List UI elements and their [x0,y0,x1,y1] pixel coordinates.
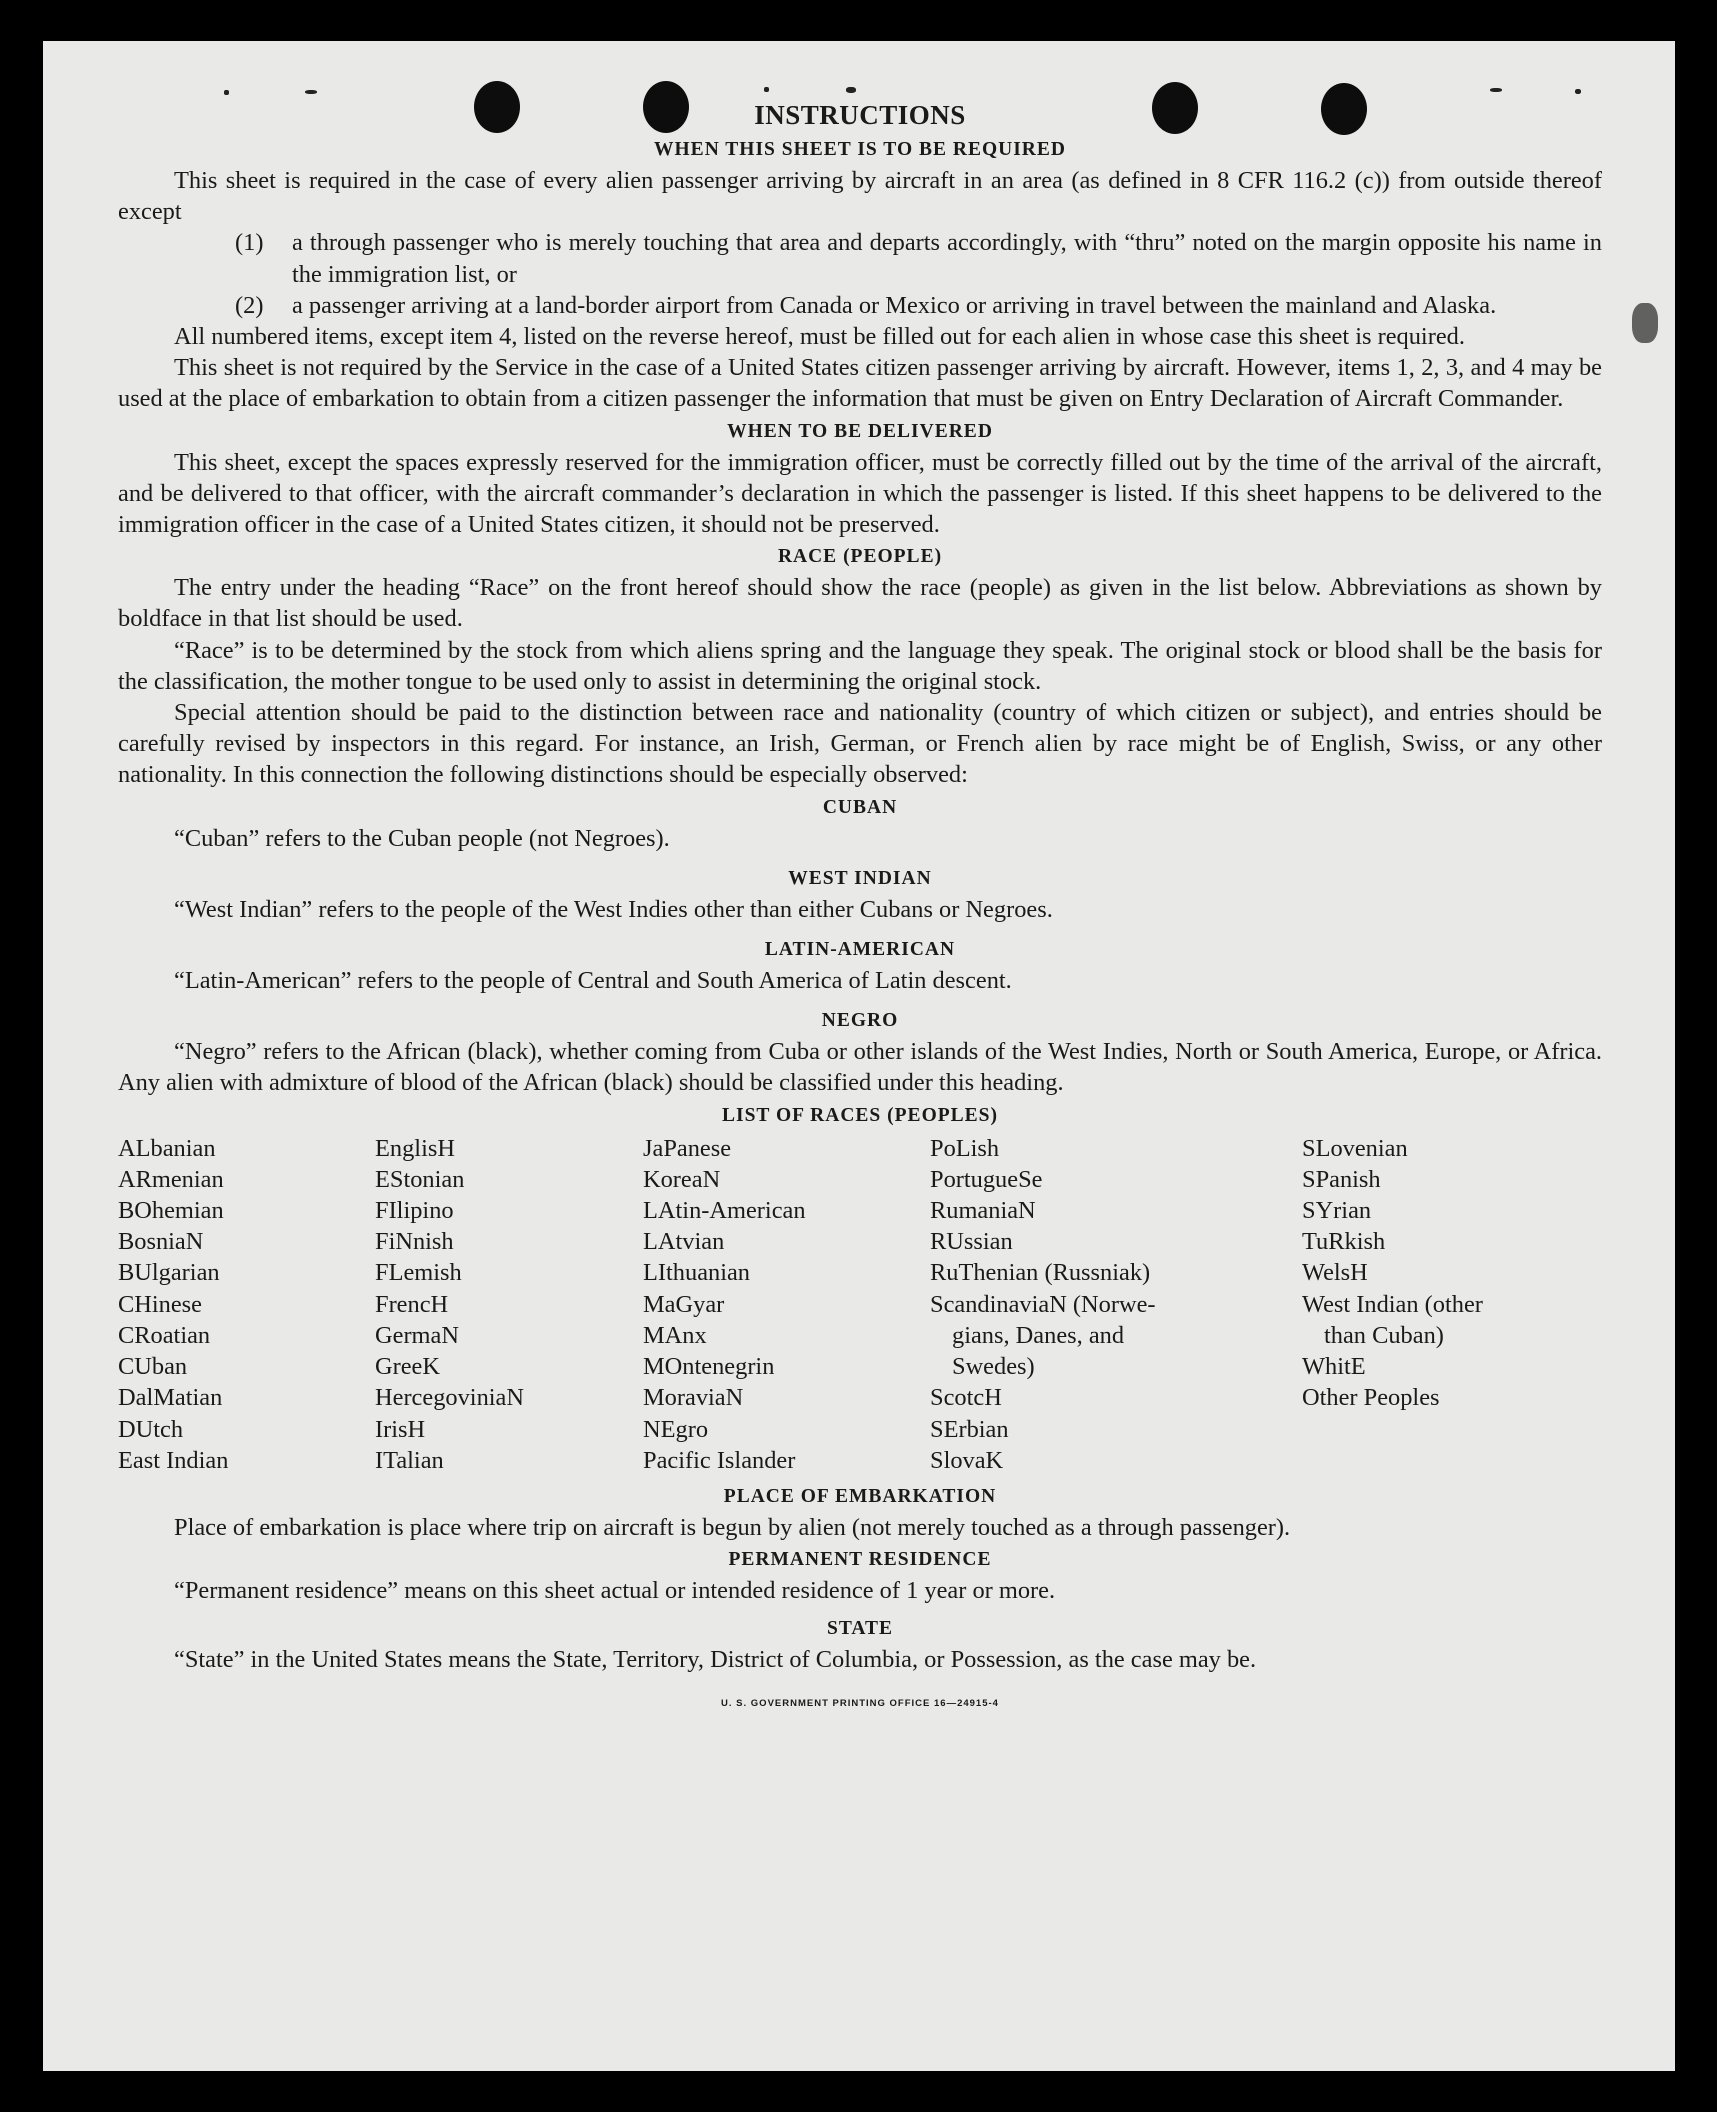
race-entry: BOhemian [118,1197,224,1225]
race-entry: SPanish [1302,1165,1381,1193]
item-number: (1) [235,229,264,257]
paragraph: “Permanent residence” means on this sheet actual or intended residence of 1 year or more. [174,1577,1056,1605]
race-entry: DalMatian [118,1384,223,1412]
paragraph: Place of embarkation is place where trip on aircraft is begun by alien (not merely touched as a through passenger). [174,1513,1291,1541]
race-entry: WelsH [1302,1259,1368,1287]
race-entry: EStonian [375,1165,465,1193]
race-entry-continued: gians, Danes, and [952,1321,1125,1349]
race-entry: Other Peoples [1302,1384,1440,1412]
speck [846,87,856,93]
race-entry: HercegoviniaN [375,1384,524,1412]
race-entry: RUssian [930,1228,1013,1256]
printer-imprint: U. S. GOVERNMENT PRINTING OFFICE 16—24915-4 [721,1697,999,1709]
race-entry: PortugueSe [930,1165,1043,1193]
speck [305,90,317,94]
race-entry: FiNnish [375,1228,454,1256]
race-entry: BosniaN [118,1228,204,1256]
section-heading: LATIN-AMERICAN [764,939,956,961]
paragraph: This sheet is required in the case of every alien passenger arriving by aircraft in an area (as defined in 8 CFR 116.2 (c)) from outside thereof except [118,167,1602,226]
race-entry-continued: than Cuban) [1324,1321,1444,1349]
race-entry: RuThenian (Russniak) [930,1259,1151,1287]
race-entry: SLovenian [1302,1134,1408,1162]
paragraph: This sheet is not required by the Service in the case of a United States citizen passenger arriving by aircraft. However, items 1, 2, 3, and 4 may be used at the place of embarkation to obtain from a citizen passenger the information that must be given on Entry Declaration of Aircraft Commander. [118,354,1602,413]
race-entry: CRoatian [118,1321,211,1349]
speck [1575,89,1581,94]
races-list [118,1133,1602,1476]
section-heading: PLACE OF EMBARKATION [723,1485,997,1507]
race-entry: LAtin-American [643,1197,806,1225]
race-entry: BUlgarian [118,1259,220,1287]
races-column [118,1133,375,1476]
paragraph: “Negro” refers to the African (black), whether coming from Cuba or other islands of the West Indies, North or South America, Europe, or Africa. Any alien with admixture of blood of the African (black) should be classified under this heading. [118,1038,1602,1097]
race-entry: West Indian (other [1302,1290,1483,1318]
paragraph: The entry under the heading “Race” on the front hereof should show the race (people) as given in the list below. Abbreviations as shown by boldface in that list should be used. [118,574,1602,633]
race-entry: TuRkish [1302,1228,1386,1256]
section-heading: CUBAN [822,796,898,818]
races-column [375,1133,643,1476]
paragraph: Special attention should be paid to the distinction between race and nationality (country of which citizen or subject), and entries should be carefully revised by inspectors in this regard. For instance, an Irish, German, or French alien by race might be of English, Swiss, or any other nationality. In this connection the following distinctions should be especially observed: [118,699,1602,789]
item-text: a through passenger who is merely touching that area and departs accordingly, with “thru” noted on the margin opposite his name in the immigration list, or [292,229,1602,288]
section-heading: WHEN THIS SHEET IS TO BE REQUIRED [654,139,1066,160]
race-entry: CUban [118,1353,188,1381]
race-entry: SYrian [1302,1197,1372,1225]
paragraph: This sheet, except the spaces expressly reserved for the immigration officer, must be correctly filled out by the time of the arrival of the aircraft, and be delivered to that officer, with the aircraft commander’s declaration in which the passenger is listed. If this sheet happens to be delivered to the immigration officer in the case of a United States citizen, it should not be preserved. [118,448,1602,539]
race-entry: FrencH [375,1290,449,1318]
section-heading: WEST INDIAN [788,867,932,889]
races-column [930,1133,1236,1476]
race-entry: Pacific Islander [643,1446,796,1474]
item-number: (2) [235,291,264,319]
race-entry: SErbian [930,1415,1009,1443]
definition-text: “West Indian” refers to the people of the West Indies other than either Cubans or Negroes. [174,895,1053,923]
races-column [643,1133,930,1476]
speck [764,87,769,92]
page-title: INSTRUCTIONS [754,100,966,130]
race-entry: ScotcH [930,1384,1002,1412]
race-entry: JaPanese [643,1134,732,1162]
race-entry: DUtch [118,1415,184,1443]
race-entry: MAnx [643,1321,707,1349]
race-entry: IrisH [375,1415,426,1443]
race-entry: RumaniaN [930,1197,1036,1225]
race-entry: KoreaN [643,1165,721,1193]
section-heading: NEGRO [821,1010,899,1032]
paragraph: All numbered items, except item 4, listed on the reverse hereof, must be filled out for each alien in whose case this sheet is required. [174,323,1465,351]
race-entry: MOntenegrin [643,1353,775,1381]
definition-text: “Cuban” refers to the Cuban people (not Negroes). [174,824,670,852]
race-entry: EnglisH [375,1134,455,1162]
exceptions-list [235,227,1602,321]
race-entry: WhitE [1302,1353,1366,1381]
section-heading: RACE (PEOPLE) [777,546,943,568]
race-entry: GermaN [375,1321,459,1349]
race-entry: CHinese [118,1290,202,1318]
speck [224,90,229,95]
race-entry: ARmenian [118,1165,224,1193]
list-item [235,227,1602,289]
paragraph: “Race” is to be determined by the stock from which aliens spring and the language they speak. The original stock or blood shall be the basis for the classification, the mother tongue to be used only to assist in determining the original stock. [118,636,1602,695]
race-entry: ScandinaviaN (Norwe- [930,1290,1156,1318]
race-entry: FIlipino [375,1197,454,1225]
item-text: a passenger arriving at a land-border airport from Canada or Mexico or arriving in travel between the mainland and Alaska. [292,291,1497,319]
race-entry: FLemish [375,1259,462,1287]
race-entry: ITalian [375,1446,444,1474]
race-entry: MoraviaN [643,1384,744,1412]
race-entry: LIthuanian [643,1259,751,1287]
race-entry: PoLish [930,1134,1000,1162]
definition-text: “Latin-American” refers to the people of Central and South America of Latin descent. [174,967,1012,995]
race-entry: SlovaK [930,1446,1004,1474]
race-entry: ALbanian [118,1134,216,1162]
section-heading: WHEN TO BE DELIVERED [727,420,993,442]
list-item [235,290,1602,321]
race-entry: East Indian [118,1446,229,1474]
section-heading: LIST OF RACES (PEOPLES) [721,1104,998,1126]
section-heading: PERMANENT RESIDENCE [728,1549,992,1571]
speck [1490,88,1502,92]
race-entry: GreeK [375,1353,441,1381]
race-entry-continued: Swedes) [952,1353,1035,1381]
paragraph: “State” in the United States means the State, Territory, District of Columbia, or Possession, as the case may be. [174,1646,1257,1674]
race-entry: MaGyar [643,1290,725,1318]
section-heading: STATE [826,1618,894,1640]
race-entry: NEgro [643,1415,709,1443]
race-entry: LAtvian [643,1228,725,1256]
ink-smudge [1632,303,1658,343]
races-column [1236,1133,1652,1476]
instructions-content [118,97,1602,1719]
